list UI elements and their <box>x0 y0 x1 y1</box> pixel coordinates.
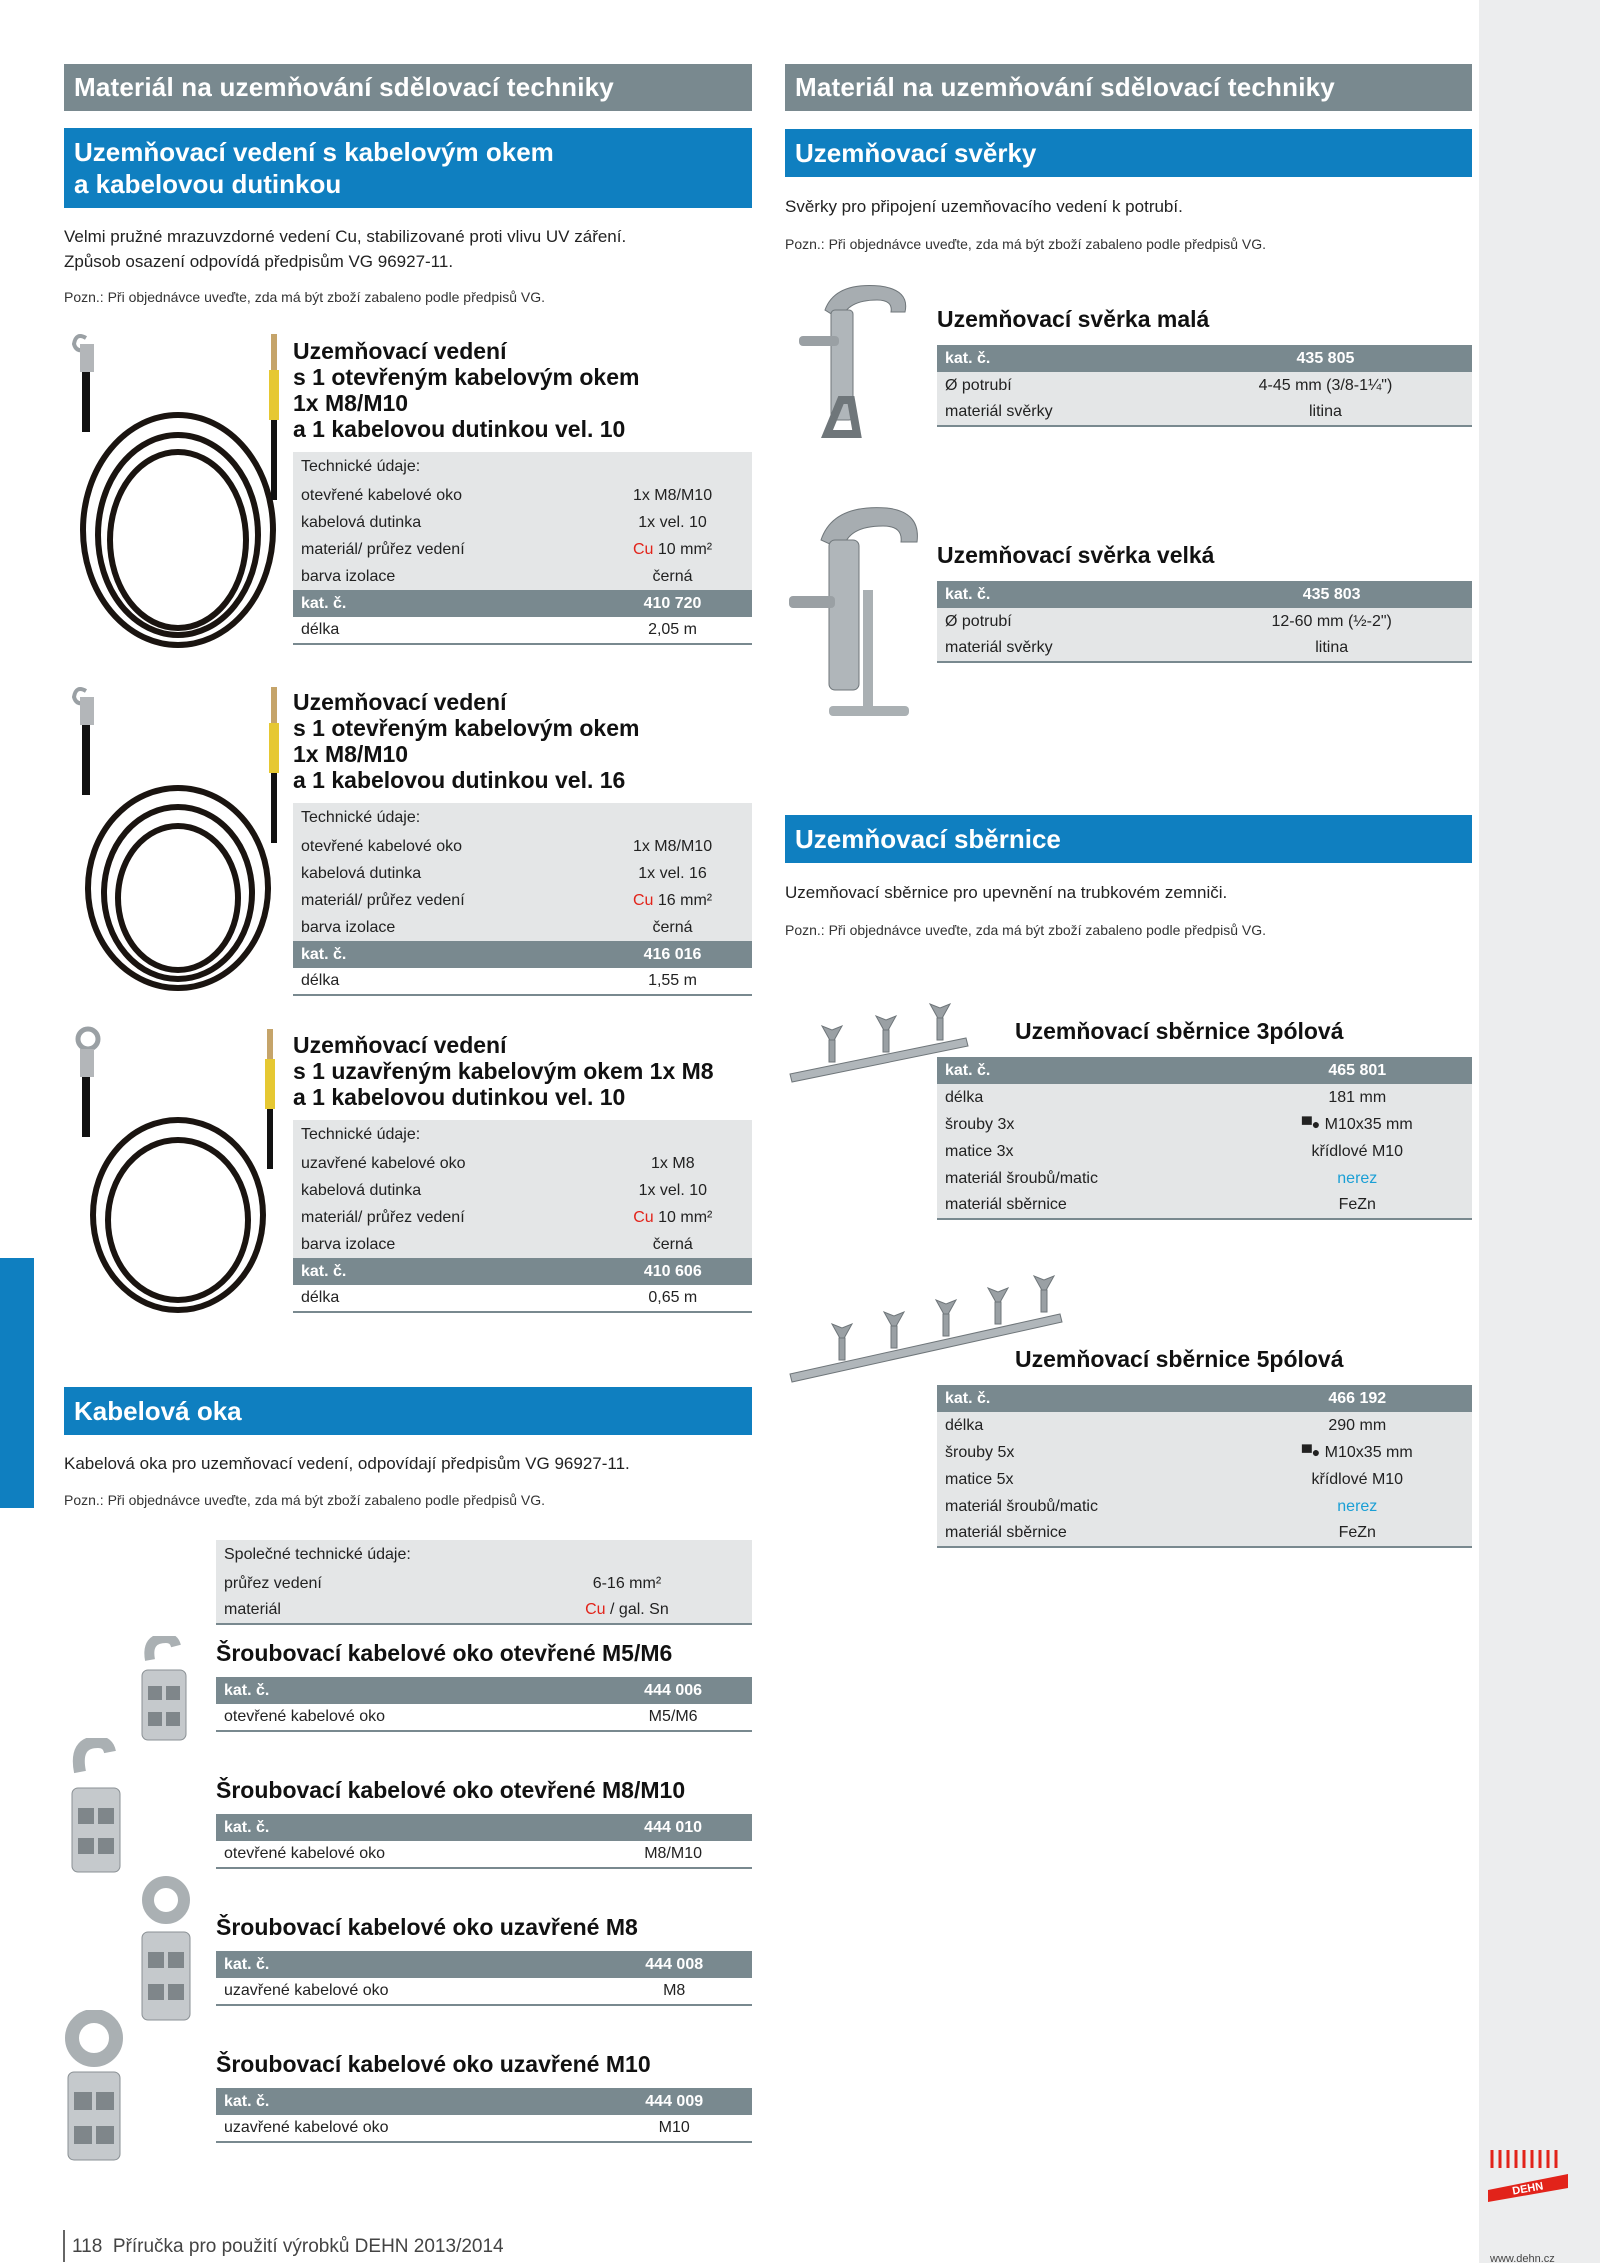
catalog-number: 435 805 <box>1179 345 1472 372</box>
product-title: Uzemňovací vedení s 1 otevřeným kabelovým okem 1x M8/M10 a 1 kabelovou dutinkou vel. 10 <box>293 338 640 442</box>
page-footer <box>72 2236 504 2258</box>
spec-table: kat. č. 466 192 délka 290 mm šrouby 5x ▀● M10x35 mm matice 5x křídlové M10 materiál šroubů/matic nerez materiál sběrnice FeZn <box>937 1385 1472 1548</box>
spec-table: kat. č. 435 803 Ø potrubí 12-60 mm (½-2") materiál svěrky litina <box>937 581 1472 663</box>
section-title-cable-lugs: Kabelová oka <box>64 1387 752 1435</box>
spec-table: Technické údaje: otevřené kabelové oko 1x M8/M10 kabelová dutinka 1x vel. 10 materiál/ průřez vedení Cu 10 mm² barva izolace černá kat. č. 410 720 délka 2,05 m <box>293 452 752 645</box>
lug-444009 <box>216 2051 752 2143</box>
product-title: Uzemňovací sběrnice 5pólová <box>1015 1346 1344 1372</box>
busbar-466192 <box>937 1346 1472 1548</box>
catalog-number: 466 192 <box>1243 1385 1472 1412</box>
clamp-small-image <box>795 280 915 460</box>
clamp-435805 <box>937 306 1472 427</box>
product-410720 <box>293 338 752 645</box>
cable-coil-image-3 <box>68 1025 288 1320</box>
svg-text:DEHN: DEHN <box>1511 2180 1545 2198</box>
chapter-tab <box>0 1258 34 1508</box>
page-number: 118 <box>72 2236 103 2257</box>
spec-table: kat. č. 444 010 otevřené kabelové oko M8/M10 <box>216 1814 752 1869</box>
section-title-grounding-leads <box>64 128 752 208</box>
bolt-nut-icon: ▀● <box>1301 1443 1321 1460</box>
section-note: Pozn.: Při objednávce uveďte, zda má být zboží zabaleno podle předpisů VG. <box>785 236 1267 252</box>
clamp-large-image <box>785 500 925 730</box>
clamp-435803 <box>937 542 1472 663</box>
spec-table: kat. č. 444 009 uzavřené kabelové oko M10 <box>216 2088 752 2143</box>
lug-image-m5m6 <box>136 1636 192 1746</box>
footer-text: Příručka pro použití výrobků DEHN 2013/2014 <box>112 2236 504 2257</box>
spec-table: kat. č. 444 006 otevřené kabelové oko M5/M6 <box>216 1677 752 1732</box>
bolt-nut-icon: ▀● <box>1301 1115 1321 1132</box>
product-title: Šroubovací kabelové oko uzavřené M10 <box>216 2051 651 2077</box>
website-url: www.dehn.cz <box>1490 2253 1555 2263</box>
lug-image-m8m10 <box>66 1738 126 1878</box>
catalog-number: 410 606 <box>594 1258 752 1285</box>
left-page-header: Materiál na uzemňování sdělovací techniky <box>64 64 752 111</box>
product-410606 <box>293 1032 752 1313</box>
lug-image-closed-m8 <box>136 1876 196 2026</box>
section-note: Pozn.: Při objednávce uveďte, zda má být zboží zabaleno podle předpisů VG. <box>785 922 1267 938</box>
catalog-number: 410 720 <box>593 590 752 617</box>
cable-coil-image-1 <box>68 330 288 660</box>
spec-table: Technické údaje: uzavřené kabelové oko 1x M8 kabelová dutinka 1x vel. 10 materiál/ průřez vedení Cu 10 mm² barva izolace černá kat. č. 410 606 délka 0,65 m <box>293 1120 752 1313</box>
product-title: Šroubovací kabelové oko otevřené M8/M10 <box>216 1777 686 1803</box>
catalog-number: 444 009 <box>596 2088 752 2115</box>
product-title: Šroubovací kabelové oko otevřené M5/M6 <box>216 1640 673 1666</box>
section-intro: Svěrky pro připojení uzemňovacího vedení k potrubí. <box>785 197 1183 216</box>
section-title-line2: a kabelovou dutinkou <box>74 169 342 199</box>
product-title: Uzemňovací sběrnice 3pólová <box>1015 1018 1344 1044</box>
catalog-number: 465 801 <box>1243 1057 1472 1084</box>
spec-table: kat. č. 435 805 Ø potrubí 4-45 mm (3/8-1¼") materiál svěrky litina <box>937 345 1472 427</box>
cable-coil-image-2 <box>68 683 288 1003</box>
catalog-number: 444 008 <box>596 1951 752 1978</box>
product-title: Uzemňovací vedení s 1 uzavřeným kabelovým okem 1x M8 a 1 kabelovou dutinkou vel. 10 <box>293 1032 714 1110</box>
busbar-465801 <box>937 1018 1472 1220</box>
section-note: Pozn.: Při objednávce uveďte, zda má být zboží zabaleno podle předpisů VG. <box>64 289 546 305</box>
product-416016 <box>293 689 752 996</box>
common-spec-table: Společné technické údaje: průřez vedení 6-16 mm² materiál Cu / gal. Sn <box>216 1540 752 1625</box>
intro-line2: Způsob osazení odpovídá předpisům VG 96927-11. <box>64 252 454 271</box>
lug-444006 <box>216 1640 752 1732</box>
catalog-number: 444 010 <box>594 1814 752 1841</box>
catalog-number: 444 006 <box>594 1677 752 1704</box>
lug-444008 <box>216 1914 752 2006</box>
spec-table: Technické údaje: otevřené kabelové oko 1x M8/M10 kabelová dutinka 1x vel. 16 materiál/ průřez vedení Cu 16 mm² barva izolace černá kat. č. 416 016 délka 1,55 m <box>293 803 752 996</box>
section-title-line1: Uzemňovací vedení s kabelovým okem <box>74 137 554 167</box>
section-title-clamps: Uzemňovací svěrky <box>785 129 1472 177</box>
product-title: Uzemňovací vedení s 1 otevřeným kabelovým okem 1x M8/M10 a 1 kabelovou dutinkou vel. 16 <box>293 689 640 793</box>
section-intro <box>64 224 752 274</box>
intro-line1: Velmi pružné mrazuvzdorné vedení Cu, stabilizované proti vlivu UV záření. <box>64 227 627 246</box>
product-title: Uzemňovací svěrka velká <box>937 542 1215 568</box>
dehn-logo <box>1488 2140 1568 2210</box>
footer-divider <box>63 2230 65 2262</box>
spec-table: kat. č. 465 801 délka 181 mm šrouby 3x ▀● M10x35 mm matice 3x křídlové M10 materiál šroubů/matic nerez materiál sběrnice FeZn <box>937 1057 1472 1220</box>
spec-table: kat. č. 444 008 uzavřené kabelové oko M8 <box>216 1951 752 2006</box>
lug-image-closed-m10 <box>62 2010 126 2165</box>
right-margin-strip <box>1479 0 1600 2263</box>
product-title: Šroubovací kabelové oko uzavřené M8 <box>216 1914 638 1940</box>
catalog-number: 435 803 <box>1191 581 1472 608</box>
lug-444010 <box>216 1777 752 1869</box>
section-note: Pozn.: Při objednávce uveďte, zda má být zboží zabaleno podle předpisů VG. <box>64 1492 546 1508</box>
catalog-number: 416 016 <box>593 941 752 968</box>
section-intro: Uzemňovací sběrnice pro upevnění na trubkovém zemniči. <box>785 883 1228 902</box>
section-intro: Kabelová oka pro uzemňovací vedení, odpovídají předpisům VG 96927-11. <box>64 1454 630 1473</box>
right-page-header: Materiál na uzemňování sdělovací techniky <box>785 64 1472 111</box>
section-title-busbars: Uzemňovací sběrnice <box>785 815 1472 863</box>
product-title: Uzemňovací svěrka malá <box>937 306 1210 332</box>
